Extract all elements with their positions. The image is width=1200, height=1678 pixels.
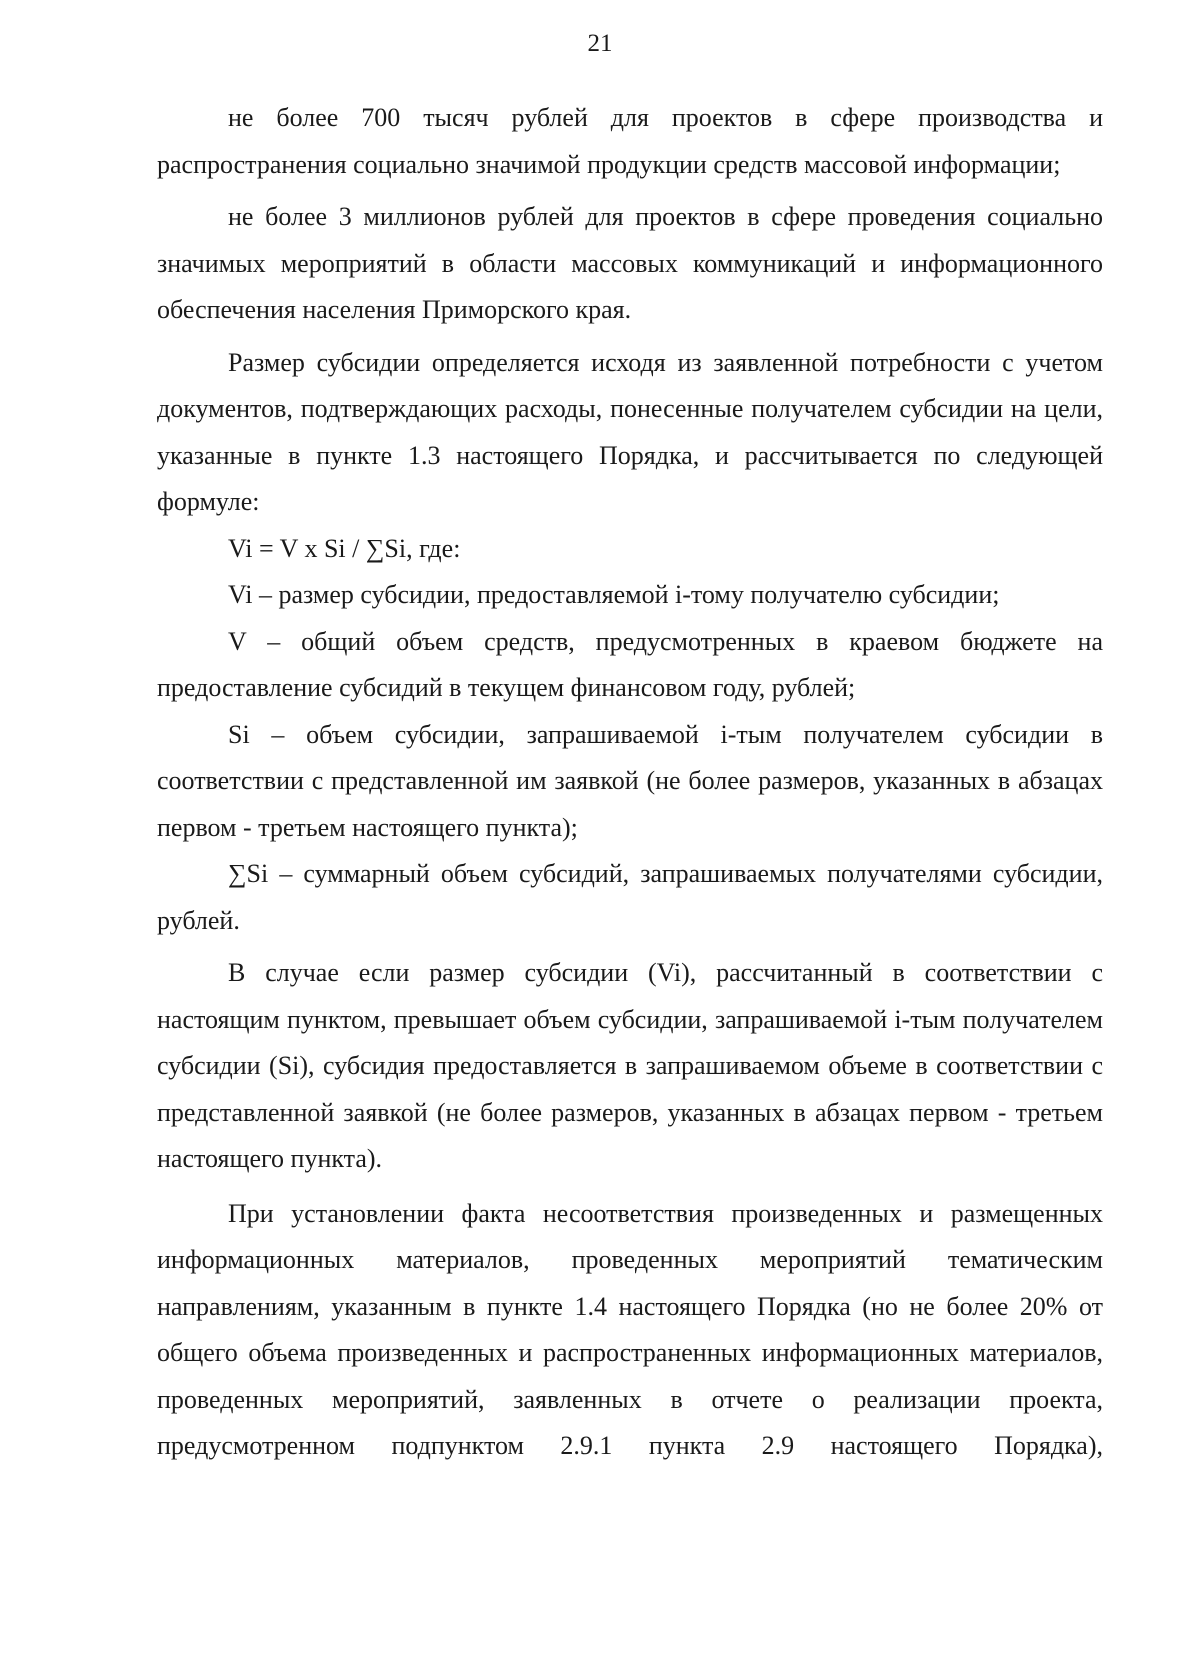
- paragraph-sum-si-definition: ∑Si – суммарный объем субсидий, запрашиваемых получателями субсидии, рублей.: [157, 859, 1103, 935]
- page-number: 21: [587, 30, 613, 57]
- paragraph-v-definition: V – общий объем средств, предусмотренных в краевом бюджете на предоставление субсидий в текущем финансовом году, рублей;: [157, 626, 1103, 702]
- paragraph-mismatch-case: При установлении факта несоответствия произведенных и размещенных информационных материалов, проведенных мероприятий тематическим направлениям, указанным в пункте 1.4 настоящего Порядка (но не более 20% от общего объема произведенных и распространенных информационных материалов, проведенных мероприятий, заявленных в отчете о реализации проекта, предусмотренном подпунктом 2.9.1 пункта 2.9 настоящего Порядка),: [157, 1198, 1103, 1460]
- paragraph-formula: Vi = V x Si / ∑Si, где:: [228, 533, 461, 563]
- document-body: [157, 95, 1103, 1470]
- paragraph-vi-definition: Vi – размер субсидии, предоставляемой i-тому получателю субсидии;: [228, 580, 1000, 609]
- paragraph-excess-case: В случае если размер субсидии (Vi), рассчитанный в соответствии с настоящим пунктом, превышает объем субсидии, запрашиваемой i-тым получателем субсидии (Si), субсидия предоставляется в запрашиваемом объеме в соответствии с представленной заявкой (не более размеров, указанных в абзацах первом - третьем настоящего пункта).: [157, 958, 1103, 1173]
- paragraph-si-definition: Si – объем субсидии, запрашиваемой i-тым получателем субсидии в соответствии с представленной им заявкой (не более размеров, указанных в абзацах первом - третьем настоящего пункта);: [157, 719, 1103, 842]
- paragraph-limit-3m: не более 3 миллионов рублей для проектов в сфере проведения социально значимых мероприятий в области массовых коммуникаций и информационного обеспечения населения Приморского края.: [157, 202, 1103, 324]
- paragraph-subsidy-size: Размер субсидии определяется исходя из заявленной потребности с учетом документов, подтверждающих расходы, понесенные получателем субсидии на цели, указанные в пункте 1.3 настоящего Порядка, и рассчитывается по следующей формуле:: [157, 347, 1103, 516]
- paragraph-limit-700k: не более 700 тысяч рублей для проектов в сфере производства и распространения социально значимой продукции средств массовой информации;: [157, 103, 1103, 179]
